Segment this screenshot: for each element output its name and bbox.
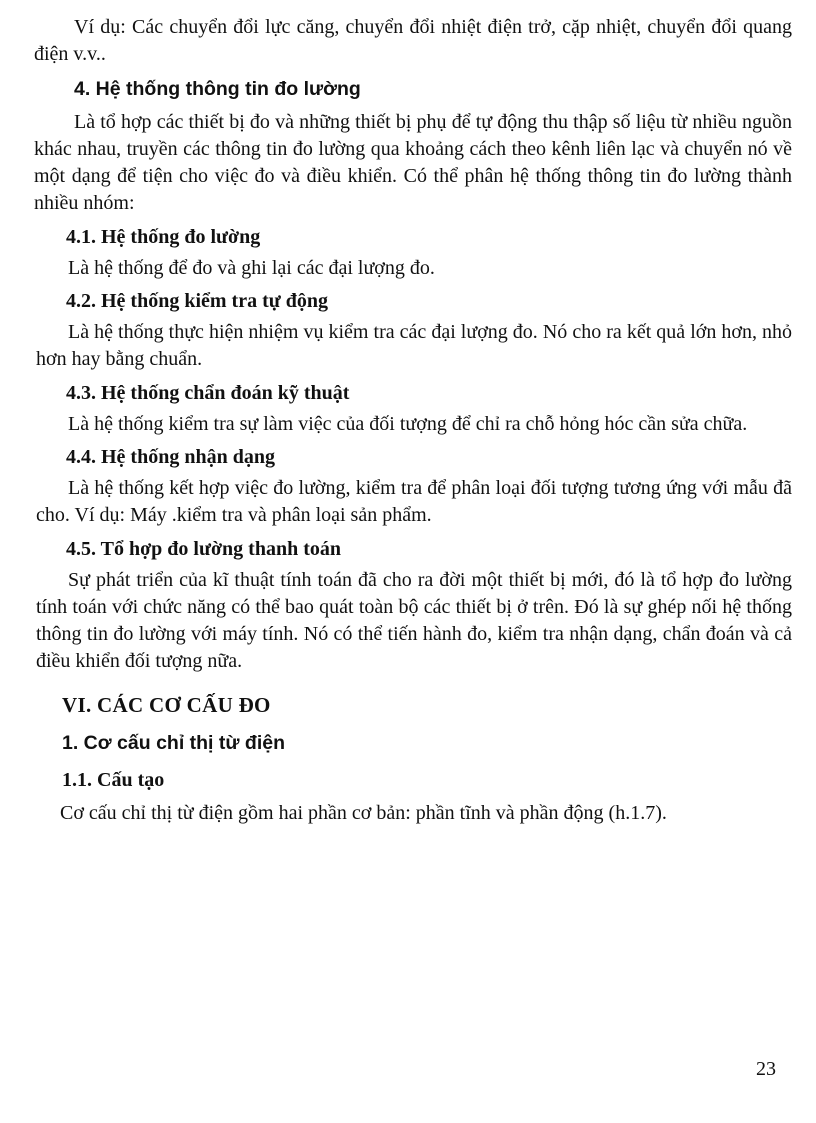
section-heading-vi: VI. CÁC CƠ CẤU ĐO: [62, 693, 271, 718]
heading-1: 1. Cơ cấu chỉ thị từ điện: [62, 732, 286, 754]
heading-4-2: 4.2. Hệ thống kiểm tra tự động: [66, 290, 329, 313]
paragraph-1-1: Cơ cấu chỉ thị từ điện gồm hai phần cơ bản: phần tĩnh và phần động (h.1.7).: [60, 801, 667, 824]
heading-4-4: 4.4. Hệ thống nhận dạng: [66, 445, 275, 468]
paragraph-4-5: Sự phát triển của kĩ thuật tính toán đã cho ra đời một thiết bị mới, đó là tổ hợp đo lường tính toán với chức năng có thể bao quát toàn bộ các thiết bị ở trên. Đó là sự ghép nối hệ thống thông tin đo lường với máy tính. Nó có thể tiến hành đo, kiểm tra nhận dạng, chẩn đoán và cả điều khiển đối tượng nữa.: [36, 568, 792, 673]
intro-paragraph: Ví dụ: Các chuyển đổi lực căng, chuyển đổi nhiệt điện trở, cặp nhiệt, chuyển đổi quang điện v.v..: [34, 16, 792, 66]
heading-4: 4. Hệ thống thông tin đo lường: [74, 78, 361, 101]
paragraph-4-3: Là hệ thống kiểm tra sự làm việc của đối tượng để chỉ ra chỗ hỏng hóc cần sửa chữa.: [68, 412, 748, 435]
page-content: [34, 14, 792, 827]
heading-1-1: 1.1. Cấu tạo: [62, 768, 165, 791]
heading-4-1: 4.1. Hệ thống đo lường: [66, 225, 261, 248]
page-number: 23: [756, 1058, 776, 1080]
paragraph-4-2: Là hệ thống thực hiện nhiệm vụ kiểm tra các đại lượng đo. Nó cho ra kết quả lớn hơn, nhỏ hơn hay bằng chuẩn.: [36, 321, 792, 371]
paragraph-4-4: Là hệ thống kết hợp việc đo lường, kiểm tra để phân loại đối tượng tương ứng với mẫu đã cho. Ví dụ: Máy .kiểm tra và phân loại sản phẩm.: [36, 477, 792, 527]
paragraph-4: Là tổ hợp các thiết bị đo và những thiết bị phụ để tự động thu thập số liệu từ nhiều nguồn khác nhau, truyền các thông tin đo lường qua khoảng cách theo kênh liên lạc và chuyển nó về một dạng để tiện cho việc đo và điều khiển. Có thể phân hệ thống thông tin đo lường thành nhiều nhóm:: [34, 110, 792, 215]
paragraph-4-1: Là hệ thống để đo và ghi lại các đại lượng đo.: [68, 256, 435, 279]
heading-4-5: 4.5. Tổ hợp đo lường thanh toán: [66, 537, 341, 560]
heading-4-3: 4.3. Hệ thống chẩn đoán kỹ thuật: [66, 381, 350, 404]
